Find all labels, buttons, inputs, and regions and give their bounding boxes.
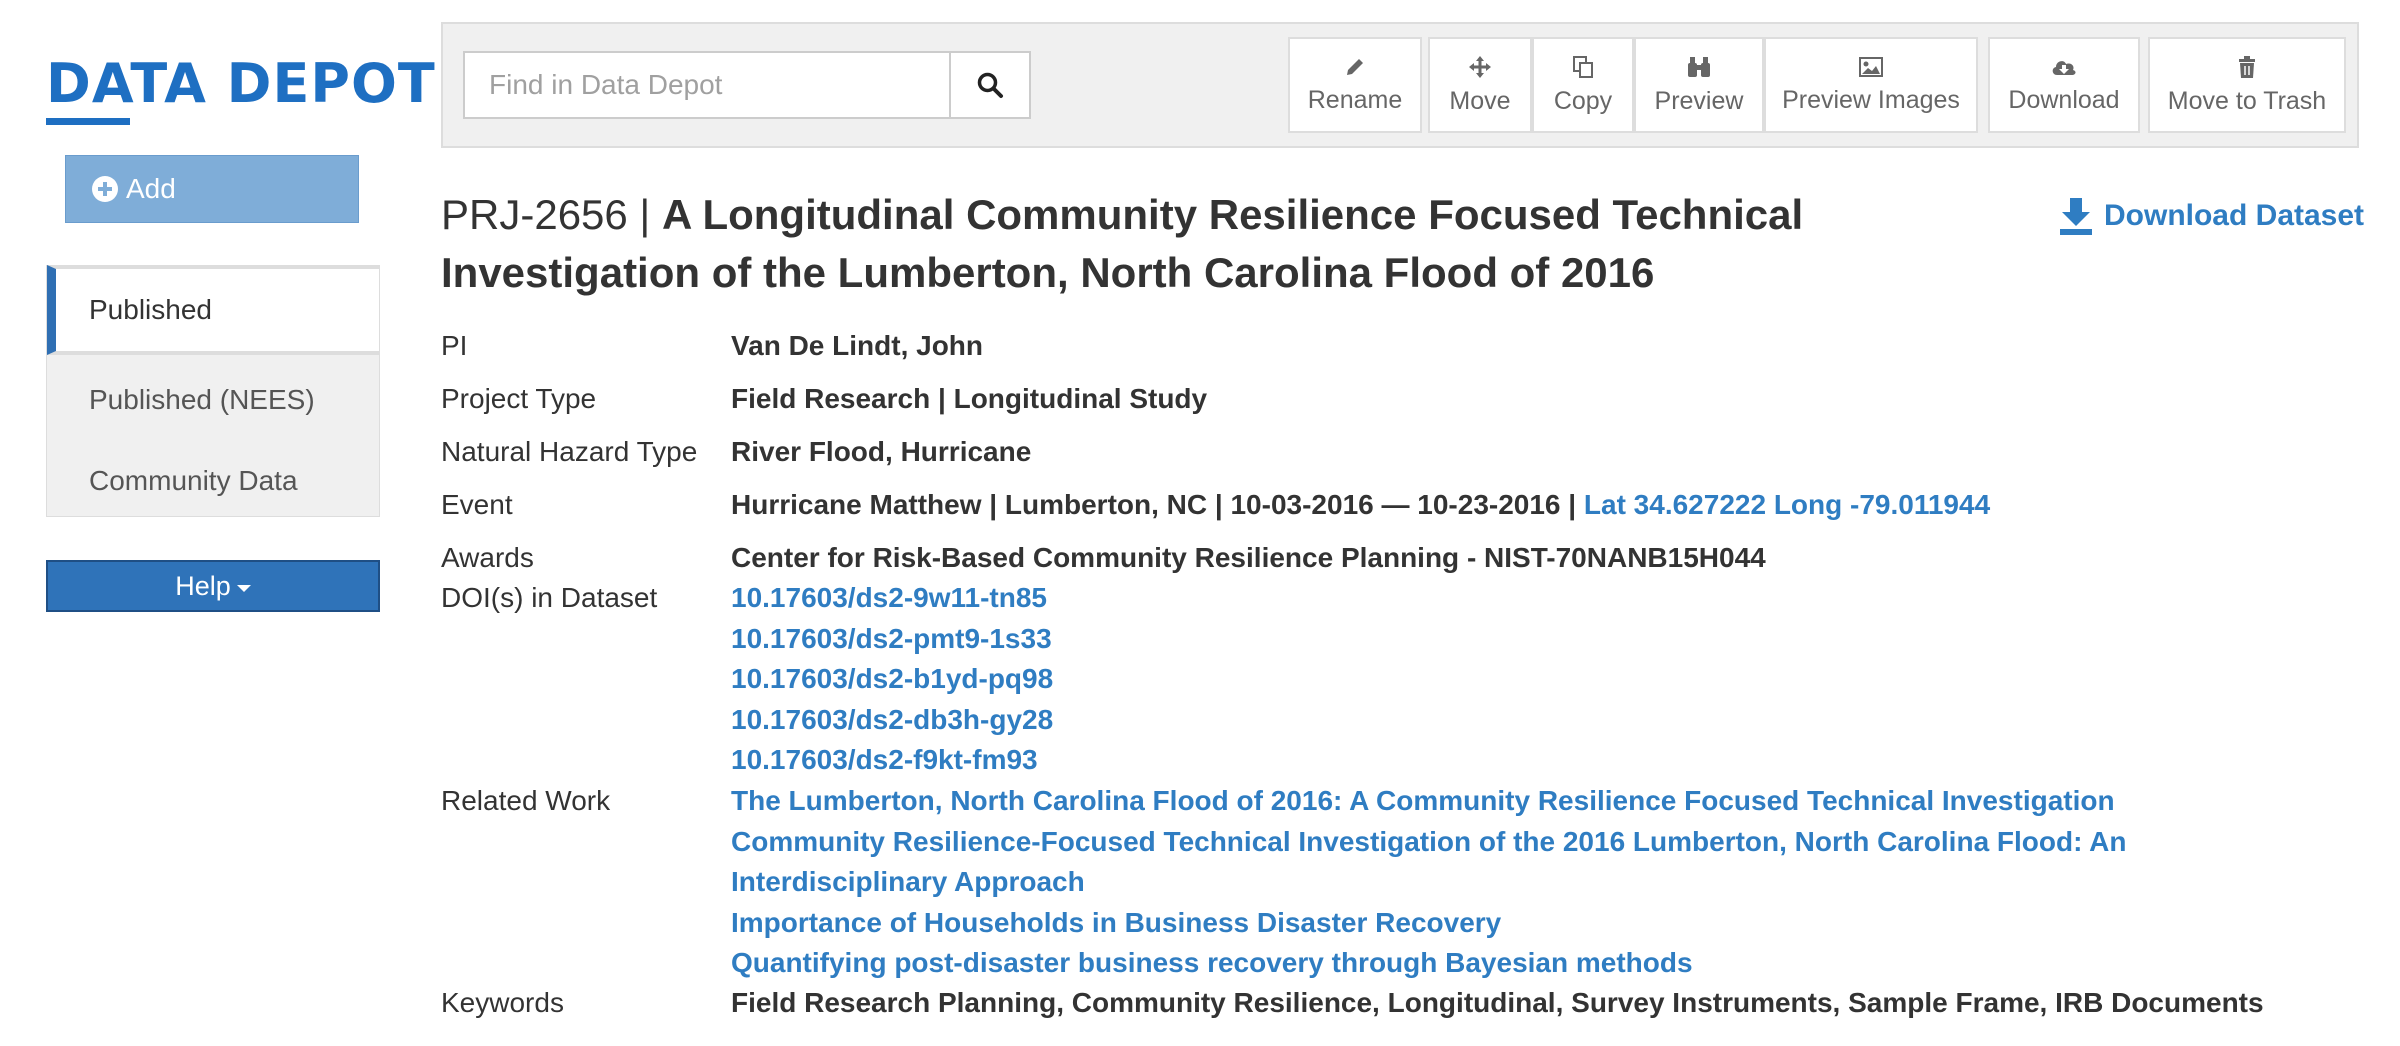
logo-underline — [46, 118, 130, 125]
sidebar-item-published-nees[interactable]: Published (NEES) — [89, 384, 315, 415]
doi-link[interactable]: 10.17603/ds2-db3h-gy28 — [731, 703, 1054, 735]
move-button[interactable] — [1428, 37, 1532, 133]
search-input[interactable] — [463, 51, 951, 119]
rename-label: Rename — [1307, 85, 1403, 114]
related-work-label: Related Work — [441, 785, 611, 816]
project-id: PRJ-2656 — [441, 191, 628, 238]
image-icon — [1858, 56, 1884, 78]
sidebar-nav — [46, 265, 380, 517]
doi-link[interactable]: 10.17603/ds2-f9kt-fm93 — [731, 744, 1038, 775]
search-icon — [976, 71, 1004, 99]
sidebar-item-published[interactable]: Published — [47, 265, 379, 355]
data-depot-logo: DATA DEPOT — [46, 52, 436, 115]
related-work-link[interactable]: The Lumberton, North Carolina Flood of 2016: A Community Resilience Focused Technical Investigation — [731, 785, 2115, 816]
move-arrows-icon — [1468, 55, 1492, 79]
move-to-trash-label: Move to Trash — [2167, 86, 2327, 115]
project-title: A Longitudinal Community Resilience Focused Technical Investigation of the Lumberton, North Carolina Flood of 2016 — [441, 191, 1804, 296]
title-separator: | — [627, 191, 663, 238]
pi-label: PI — [441, 330, 468, 361]
related-work-link-continued[interactable]: Interdisciplinary Approach — [731, 866, 1085, 897]
copy-button[interactable] — [1532, 37, 1634, 133]
project-type-label: Project Type — [441, 383, 597, 414]
hazard-value: River Flood, Hurricane — [731, 436, 1032, 467]
help-dropdown-button[interactable] — [46, 560, 380, 612]
related-work-link[interactable]: Community Resilience-Focused Technical Investigation of the 2016 Lumberton, North Carolina Flood: An — [731, 825, 2127, 857]
download-dataset-label: Download Dataset — [2104, 199, 2365, 232]
move-label: Move — [1449, 86, 1511, 115]
hazard-label: Natural Hazard Type — [441, 436, 698, 467]
event-value — [731, 485, 1990, 525]
related-work-link[interactable]: Importance of Households in Business Disaster Recovery — [731, 906, 1502, 938]
download-label: Download — [2008, 85, 2120, 114]
rename-button[interactable] — [1288, 37, 1422, 133]
project-type-value: Field Research | Longitudinal Study — [731, 383, 1208, 414]
copy-icon — [1571, 55, 1595, 79]
toolbar — [441, 22, 2359, 148]
event-label: Event — [441, 489, 513, 520]
caret-down-icon — [237, 585, 251, 592]
doi-link[interactable]: 10.17603/ds2-9w11-tn85 — [731, 582, 1047, 613]
awards-label: Awards — [441, 542, 534, 573]
preview-images-button[interactable] — [1764, 37, 1978, 133]
related-work-list — [731, 781, 2127, 984]
search-button[interactable] — [949, 51, 1031, 119]
add-button-label: Add — [126, 173, 176, 204]
move-to-trash-button[interactable] — [2148, 37, 2346, 133]
dois-list — [731, 578, 1053, 781]
sidebar-item-community-data[interactable]: Community Data — [89, 465, 298, 496]
pi-value: Van De Lindt, John — [731, 330, 984, 361]
page-title — [441, 186, 2021, 302]
awards-value: Center for Risk-Based Community Resilience Planning - NIST-70NANB15H044 — [731, 542, 1766, 573]
keywords-label: Keywords — [441, 987, 564, 1018]
doi-link[interactable]: 10.17603/ds2-b1yd-pq98 — [731, 663, 1054, 694]
download-icon — [2058, 196, 2094, 236]
dois-label: DOI(s) in Dataset — [441, 582, 658, 613]
download-button[interactable] — [1988, 37, 2140, 133]
plus-circle-icon — [92, 176, 118, 202]
pencil-icon — [1344, 56, 1366, 78]
doi-link[interactable]: 10.17603/ds2-pmt9-1s33 — [731, 622, 1052, 654]
event-text: Hurricane Matthew | Lumberton, NC | 10-03-2016 — 10-23-2016 | — [731, 489, 1577, 520]
related-work-link[interactable]: Quantifying post-disaster business recovery through Bayesian methods — [731, 947, 1693, 978]
preview-button[interactable] — [1634, 37, 1764, 133]
binoculars-icon — [1686, 55, 1712, 79]
copy-label: Copy — [1553, 86, 1613, 115]
preview-images-label: Preview Images — [1782, 85, 1960, 114]
preview-label: Preview — [1654, 86, 1744, 115]
trash-icon — [2237, 55, 2257, 79]
cloud-download-icon — [2050, 56, 2078, 78]
keywords-value: Field Research Planning, Community Resilience, Longitudinal, Survey Instruments, Sample Frame, IRB Documents — [731, 987, 2264, 1018]
add-button[interactable] — [65, 155, 359, 223]
download-dataset-link[interactable] — [2058, 196, 2364, 236]
event-coordinates-link[interactable]: Lat 34.627222 Long -79.011944 — [1583, 489, 1991, 520]
help-label: Help — [175, 570, 231, 601]
